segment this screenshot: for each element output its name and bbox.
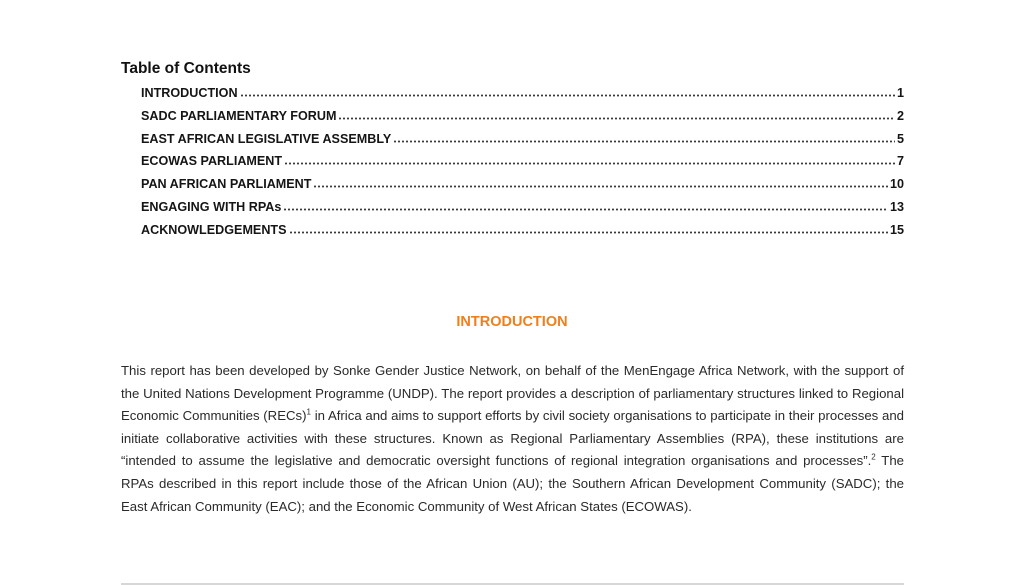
toc-entry-engaging-with-rpas[interactable] — [141, 200, 904, 223]
dot-leader — [289, 224, 888, 234]
toc-entry-page: 15 — [889, 222, 904, 237]
toc-entry-label: SADC PARLIAMENTARY FORUM — [141, 108, 337, 123]
toc-entry-east-african-legislative-assembly[interactable] — [141, 132, 904, 155]
introduction-paragraph — [121, 360, 904, 518]
toc-entry-ecowas-parliament[interactable] — [141, 154, 904, 177]
paragraph-text: The RPAs described in this report include those of the African Union (AU); the Southern African Development Community (SADC); the East African Community (EAC); and the Economic Community of West African States (ECOWAS). — [121, 453, 904, 514]
cropped-next-paragraph — [121, 576, 904, 585]
toc-entry-label: EAST AFRICAN LEGISLATIVE ASSEMBLY — [141, 131, 392, 146]
toc-entry-page: 7 — [896, 154, 904, 169]
toc-entry-label: PAN AFRICAN PARLIAMENT — [141, 177, 312, 192]
toc-entry-label: INTRODUCTION — [141, 86, 238, 100]
toc-entry-page: 2 — [896, 108, 904, 123]
dot-leader — [313, 178, 888, 188]
paragraph-text: in Africa and aims to support efforts by civil society organisations to participate in their processes and initiate collaborative activities with these structures. Known as Regional Parliamentary Assemblies (RPA), these institutions are “intended to assume the legislative and democratic oversight functions of regional integration organisations and processes”. — [121, 408, 904, 469]
toc-list — [141, 86, 904, 246]
dot-leader — [338, 110, 895, 120]
dot-leader — [240, 87, 895, 97]
toc-entry-label: ENGAGING WITH RPAs — [141, 199, 282, 214]
toc-entry-sadc-parliamentary-forum[interactable] — [141, 109, 904, 132]
footnote-ref-2[interactable]: 2 — [871, 452, 876, 462]
toc-entry-page: 5 — [896, 131, 904, 146]
toc-entry-page: 10 — [889, 177, 904, 192]
toc-entry-label: ACKNOWLEDGEMENTS — [141, 222, 287, 237]
toc-entry-acknowledgements[interactable] — [141, 223, 904, 246]
dot-leader — [284, 155, 895, 165]
toc-entry-pan-african-parliament[interactable] — [141, 177, 904, 200]
toc-entry-label: ECOWAS PARLIAMENT — [141, 154, 283, 169]
paragraph-text: This report has been developed by Sonke Gender Justice Network, on behalf of the MenEngage Africa Network, with the support of the United Nations Development Programme (UNDP). The report provides a description of parliamentary structures linked to Regional Economic Communities (RECs) — [121, 363, 904, 424]
toc-entry-page: 13 — [889, 199, 904, 214]
dot-leader — [393, 133, 895, 143]
dot-leader — [283, 201, 888, 211]
introduction-heading: INTRODUCTION — [456, 314, 568, 330]
toc-entry-page: 1 — [896, 86, 904, 100]
toc-entry-introduction[interactable] — [141, 86, 904, 109]
footnote-ref-1[interactable]: 1 — [306, 407, 311, 417]
toc-title: Table of Contents — [121, 60, 251, 77]
